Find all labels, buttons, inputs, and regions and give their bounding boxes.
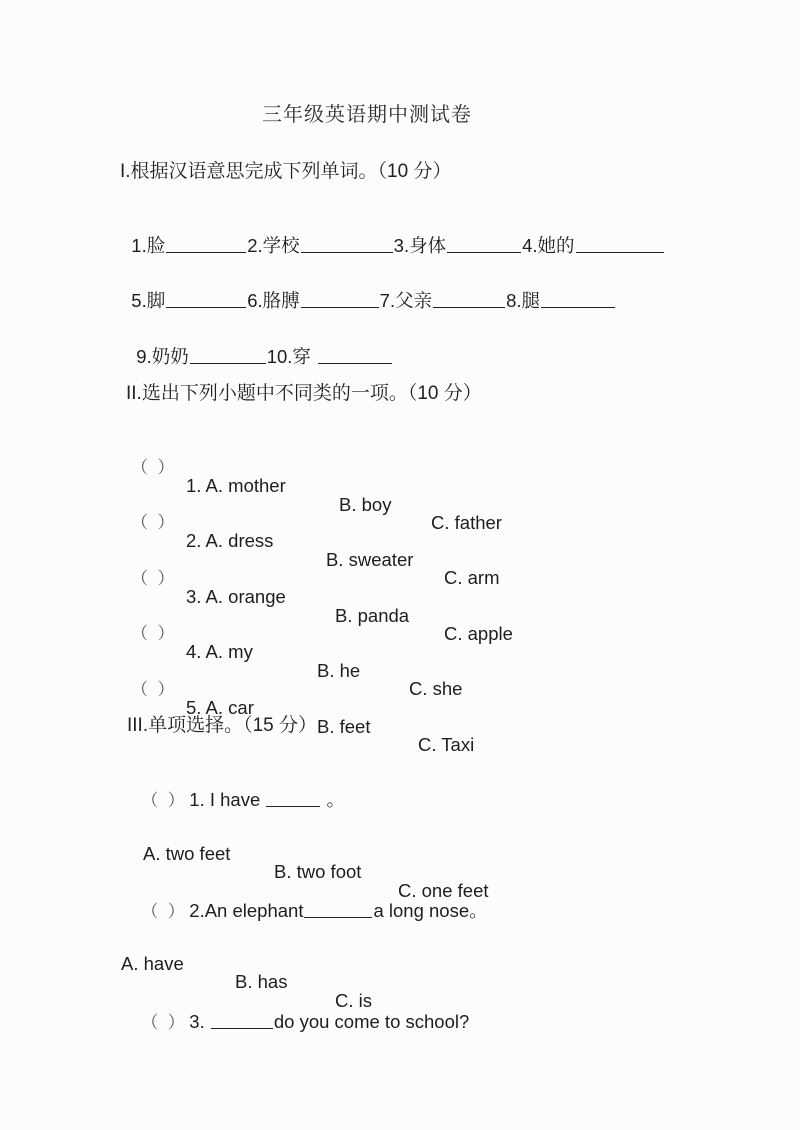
question-stem-end: do you come to school? <box>273 1010 470 1032</box>
answer-parentheses[interactable]: （ ） <box>141 1012 185 1032</box>
option-b: B. panda <box>335 604 410 626</box>
vocab-item-1: 1.脸 <box>131 234 166 256</box>
classify-question-1 <box>131 440 551 533</box>
answer-parentheses[interactable]: （ ） <box>131 679 175 699</box>
question-stem-start: 1. I have <box>189 788 266 810</box>
answer-parentheses[interactable]: （ ） <box>131 568 175 588</box>
answer-blank-6[interactable] <box>301 307 379 308</box>
choice-question-3 <box>131 989 470 1032</box>
section-2-heading: II.选出下列小题中不同类的一项。（10 分） <box>126 383 482 404</box>
answer-blank[interactable] <box>266 806 320 807</box>
answer-blank-7[interactable] <box>433 307 505 308</box>
choice-question-1 <box>131 772 345 809</box>
option-a: 1. A. mother <box>186 475 286 496</box>
option-b: B. boy <box>339 493 392 515</box>
question-stem-end: a long nose。 <box>373 899 488 921</box>
answer-parentheses[interactable]: （ ） <box>131 512 175 532</box>
answer-parentheses[interactable]: （ ） <box>131 623 175 643</box>
section-1-heading: I.根据汉语意思完成下列单词。（10 分） <box>120 161 452 182</box>
vocab-item-7: 7.父亲 <box>379 289 433 311</box>
option-a: 5. A. car <box>186 697 254 718</box>
option-a: A. two feet <box>143 842 231 864</box>
option-b: B. he <box>317 659 361 681</box>
vocab-item-8: 8.腿 <box>506 289 541 311</box>
answer-blank[interactable] <box>304 917 372 918</box>
vocab-item-3: 3.身体 <box>393 234 447 256</box>
answer-blank-10[interactable] <box>318 363 392 364</box>
option-b: B. has <box>235 971 288 992</box>
answer-blank-9[interactable] <box>190 363 266 364</box>
option-b: B. feet <box>317 715 371 737</box>
answer-blank[interactable] <box>211 1028 273 1029</box>
option-c: C. apple <box>444 623 513 644</box>
vocab-row-1 <box>121 218 665 255</box>
vocab-row-3 <box>126 329 393 366</box>
vocab-item-5: 5.脚 <box>131 289 166 311</box>
option-c: C. one feet <box>398 879 489 901</box>
answer-blank-5[interactable] <box>166 307 246 308</box>
choice-question-2 <box>131 879 489 921</box>
option-c: C. Taxi <box>418 734 475 755</box>
question-stem-start: 2.An elephant <box>189 899 304 921</box>
choice-options-2 <box>121 936 521 1011</box>
option-c: C. she <box>409 678 463 699</box>
option-a: 4. A. my <box>186 641 253 662</box>
vocab-item-10: 10.穿 <box>266 345 311 367</box>
vocab-item-2: 2.学校 <box>247 234 300 256</box>
answer-blank-1[interactable] <box>166 252 246 253</box>
question-stem-start: 3. <box>189 1010 210 1032</box>
answer-parentheses[interactable]: （ ） <box>141 901 185 921</box>
option-c: C. father <box>431 512 502 533</box>
answer-blank-4[interactable] <box>576 252 664 253</box>
vocab-row-2 <box>121 273 616 310</box>
section-3-heading: III.单项选择。（15 分） <box>127 715 318 736</box>
vocab-item-9: 9.奶奶 <box>136 345 189 367</box>
option-c: C. is <box>335 989 372 1011</box>
page-title: 三年级英语期中测试卷 <box>262 104 472 126</box>
option-a: 2. A. dress <box>186 530 274 551</box>
option-a: A. have <box>121 952 184 974</box>
question-stem-end: 。 <box>321 788 346 810</box>
answer-parentheses[interactable]: （ ） <box>141 790 185 810</box>
vocab-item-6: 6.胳膊 <box>247 289 300 311</box>
option-b: B. two foot <box>274 861 362 882</box>
answer-parentheses[interactable]: （ ） <box>131 457 175 477</box>
option-b: B. sweater <box>326 548 414 570</box>
choice-options-1 <box>143 826 543 901</box>
answer-blank-8[interactable] <box>541 307 615 308</box>
answer-blank-2[interactable] <box>301 252 393 253</box>
vocab-item-4: 4.她的 <box>522 234 575 256</box>
option-a: 3. A. orange <box>186 586 286 607</box>
answer-blank-3[interactable] <box>447 252 521 253</box>
option-c: C. arm <box>444 567 500 588</box>
